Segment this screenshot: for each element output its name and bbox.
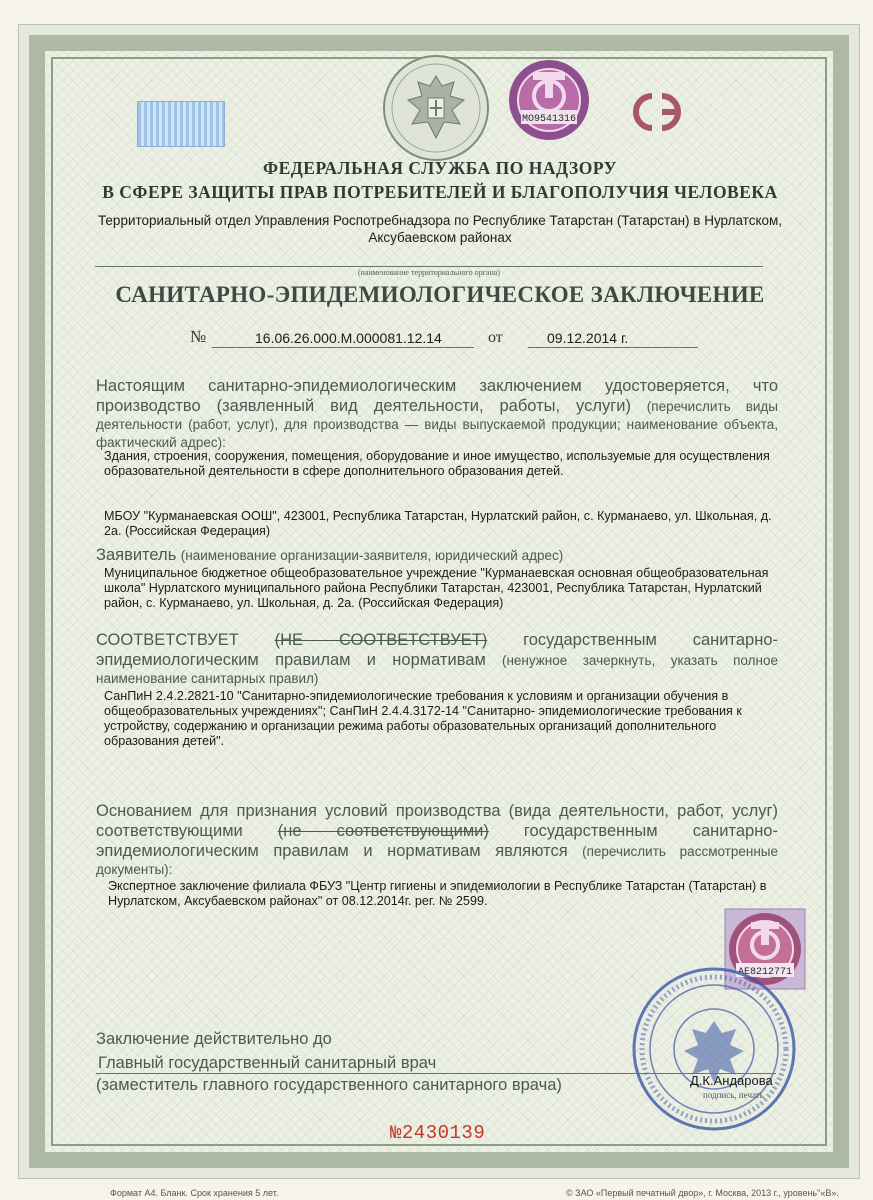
basis-strike: (не соответствующими) [277,822,489,840]
print-format-info: Формат А4. Бланк. Срок хранения 5 лет. [110,1188,279,1198]
section-basis [96,801,778,879]
activity-intro-text: Настоящим санитарно-эпидемиологическим заключением удостоверяется, что производство (заявленный вид деятельности, работы, услуги) [96,377,778,415]
blank-serial-number: №2430139 [390,1122,486,1144]
not-complies-text: (НЕ СООТВЕТСТВУЕТ) [274,631,488,649]
object-address: МБОУ "Курманаевская ООШ", 423001, Республика Татарстан, Нурлатский район, с. Курманаево, ул. Школьная, д. 2а. (Российская Федерация) [104,509,772,538]
conformity-mark-icon [622,90,694,134]
applicant-heading [96,545,776,565]
signature-caption: подпись, печать [703,1090,764,1100]
hologram-2-code: АЕ8212771 [737,967,793,978]
chief-doctor-label: Главный государственный санитарный врач [98,1054,437,1072]
number-underline [212,347,474,348]
deputy-doctor-label: (заместитель главного государственного санитарного врача) [96,1076,562,1094]
valid-until-label: Заключение действительно до [96,1030,332,1048]
activity-intro-hint: (перечислить виды деятельности (работ, услуг), для производства — виды выпускаемой продукции; наименование объекта, фактический адрес): [96,399,778,450]
expert-conclusion: Экспертное заключение филиала ФБУЗ "Центр гигиены и эпидемиологии в Республике Татарстан (Татарстан) в Нурлатском, Аксубаевском районах" от 08.12.2014г. рег. № 2599. [108,879,767,908]
rospotrebnadzor-emblem-icon [380,52,492,164]
basis-hint: (перечислить рассмотренные документы): [96,844,779,877]
date-label: от [488,329,503,346]
hologram-sticker-icon [507,58,591,142]
basis-text-2: государственным санитарно-эпидемиологическим правилам и нормативам являются [96,822,778,860]
activity-description: Здания, строения, сооружения, помещения, оборудование и иное имущество, используемые для осуществления образовательной деятельности в сфере дополнительного образования детей. [104,449,770,478]
territorial-underline [95,266,763,267]
complies-text: СООТВЕТСТВУЕТ [96,631,239,649]
certificate-number: 16.06.26.000.М.000081.12.14 [255,330,442,346]
security-strip-icon [137,101,225,147]
basis-text-1: Основанием для признания условий производства (вида деятельности, работ, услуг) соответствующими [96,802,778,840]
territorial-body [80,212,800,246]
header-line-1: ФЕДЕРАЛЬНАЯ СЛУЖБА ПО НАДЗОРУ [263,158,617,178]
territorial-line-2: Аксубаевском районах [368,230,512,245]
applicant-label: Заявитель [96,546,177,564]
compliance-text: государственным санитарно-эпидемиологическим правилам и нормативам [96,631,778,669]
printer-info: © ЗАО «Первый печатный двор», г. Москва, 2013 г., уровень"«В». [566,1188,839,1198]
section-activity-intro [96,376,778,452]
date-underline [528,347,698,348]
applicant-hint: (наименование организации-заявителя, юридический адрес) [180,548,564,563]
official-seal-icon [614,965,814,1133]
signer-name: Д.К.Андарова [690,1073,773,1088]
certificate-date: 09.12.2014 г. [547,330,629,346]
header-line-2: В СФЕРЕ ЗАЩИТЫ ПРАВ ПОТРЕБИТЕЛЕЙ И БЛАГОПОЛУЧИЯ ЧЕЛОВЕКА [102,182,778,202]
number-label: № [190,327,207,346]
section-compliance [96,630,778,688]
territorial-caption: (наименование территориального органа) [358,268,500,277]
compliance-hint: (ненужное зачеркнуть, указать полное наименование санитарных правил) [96,653,778,686]
applicant-details: Муниципальное бюджетное общеобразовательное учреждение "Курманаевская основная общеобразовательная школа" Нурлатского муниципального района Республики Татарстан, 423001, Республика Татарстан, Нурлатский район, с. Курманаево, ул. Школьная, д. 2а. (Российская Федерация) [104,566,769,610]
sanitary-rules-list: СанПиН 2.4.2.2821-10 "Санитарно-эпидемиологические требования к условиям и организации обучения в общеобразовательных учреждениях"; СанПиН 2.4.4.3172-14 "Санитарно- эпидемиологические требования к устройству, содержанию и организации режима работы образовательных организаций дополнительного образования детей". [104,689,742,748]
signature-underline [96,1073,776,1074]
territorial-line-1: Территориальный отдел Управления Роспотребнадзора по Республике Татарстан (Татарстан) в Нурлатском, [97,213,783,228]
hologram-code: МО9541316 [521,114,577,125]
document-title: САНИТАРНО-ЭПИДЕМИОЛОГИЧЕСКОЕ ЗАКЛЮЧЕНИЕ [115,282,765,307]
